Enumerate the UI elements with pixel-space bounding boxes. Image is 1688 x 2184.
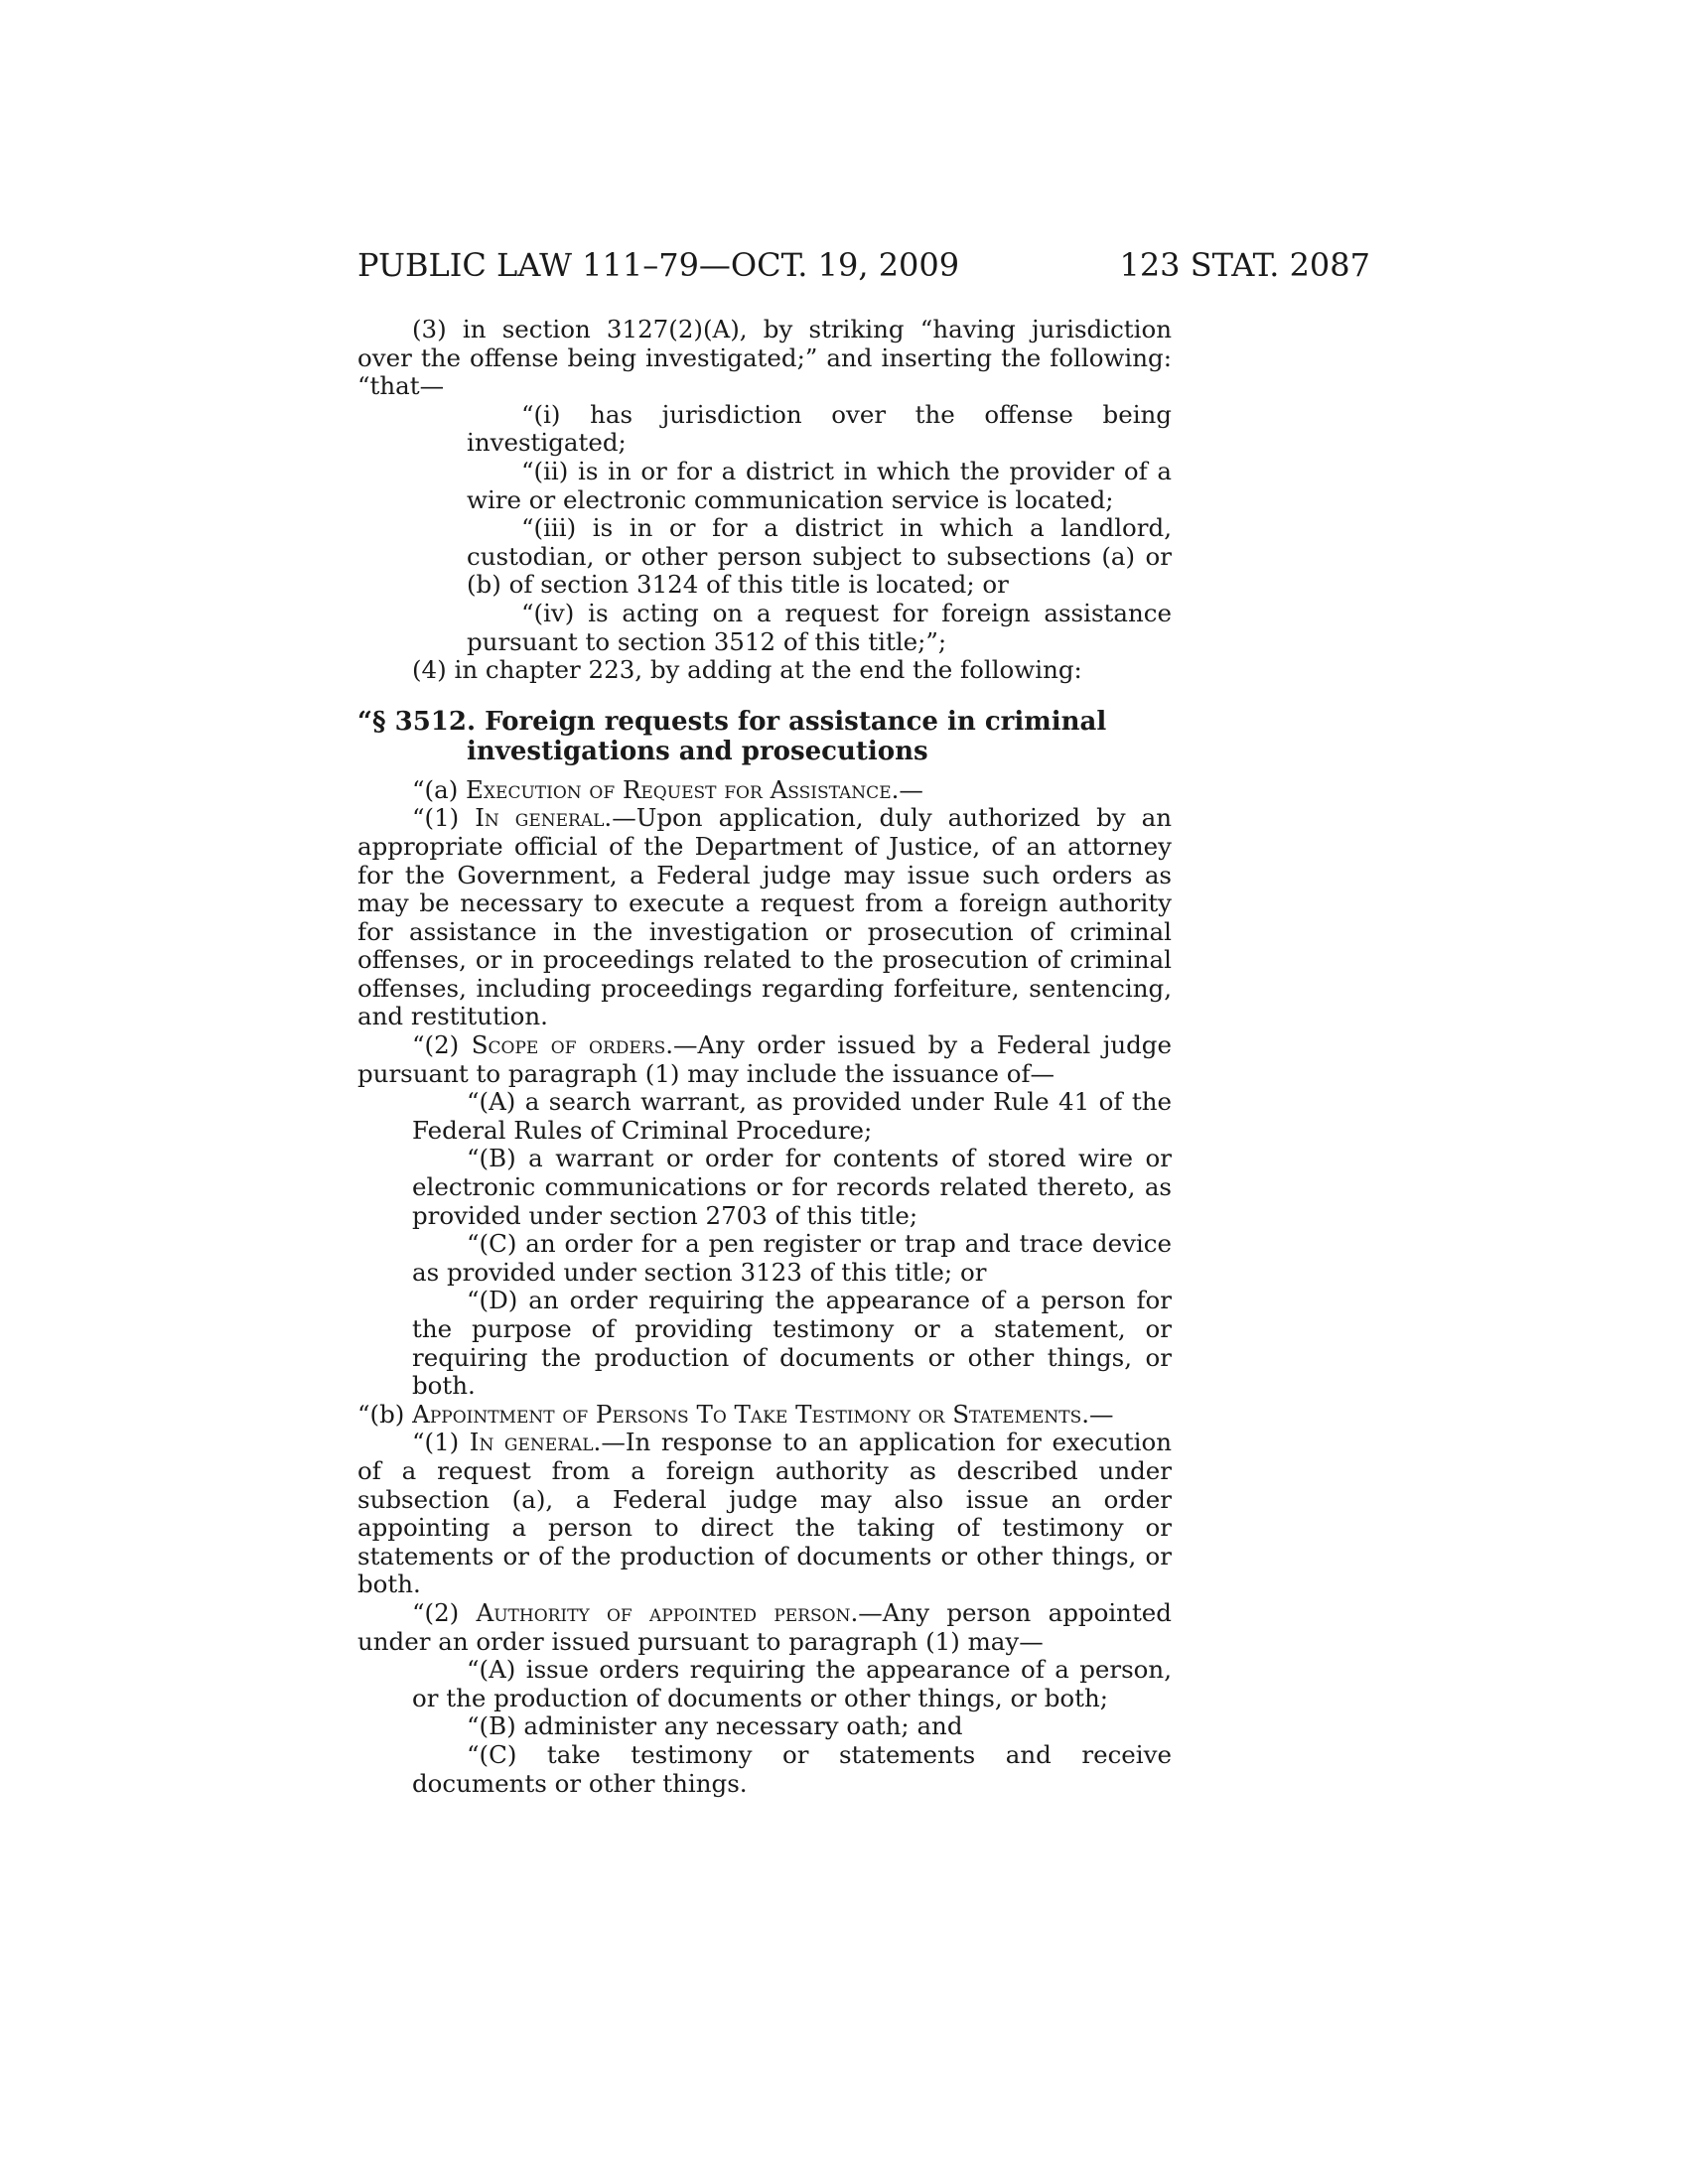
- subparagraph-a2-B: “(B) a warrant or order for contents of stored wire or electronic communications or for records related thereto, as provided under section 2703 of this title;: [412, 1144, 1172, 1230]
- clause-iii: “(iii) is in or for a district in which a landlord, custodian, or other person subject to subsections (a) or (b) of section 3124 of this title is located; or: [467, 513, 1172, 600]
- paragraph-b1: [357, 1429, 1172, 1599]
- paragraph-a1: [357, 804, 1172, 1031]
- header-public-law: PUBLIC LAW 111–79—OCT. 19, 2009: [357, 246, 960, 284]
- paragraph-a2-text: —Any order issued by a Federal judge pursuant to paragraph (1) may include the issuance of—: [357, 1030, 1172, 1088]
- paragraph-a2: [357, 1031, 1172, 1088]
- document-body: [357, 316, 1172, 1798]
- paragraph-b2: [357, 1599, 1172, 1656]
- paragraph-3: (3) in section 3127(2)(A), by striking “having jurisdiction over the offense being investigated;” and inserting the following: “that—: [357, 315, 1172, 401]
- paragraph-a1-text: —Upon application, duly authorized by an appropriate official of the Department of Justice, of an attorney for the Government, a Federal judge may issue such orders as may be necessary to execute a request from a foreign authority for assistance in the investigation or prosecution of criminal offenses, or in proceedings related to the prosecution of criminal offenses, including proceedings regarding forfeiture, sentencing, and restitution.: [357, 803, 1172, 1031]
- paragraph-a2-label: “(2): [412, 1030, 472, 1060]
- subsection-b-label: “(b): [357, 1399, 413, 1429]
- paragraph-b1-heading: In general.: [469, 1428, 602, 1457]
- paragraph-b1-text: —In response to an application for execution of a request from a foreign authority as described under subsection (a), a Federal judge may also issue an order appointing a person to direct the taking of testimony or statements or of the production of documents or other things, or both.: [357, 1428, 1172, 1599]
- clause-iv: “(iv) is acting on a request for foreign assistance pursuant to section 3512 of this title;”;: [467, 598, 1172, 656]
- subparagraph-a2-C: “(C) an order for a pen register or trap and trace device as provided under section 3123 of this title; or: [412, 1229, 1172, 1287]
- subparagraph-a2-A: “(A) a search warrant, as provided under Rule 41 of the Federal Rules of Criminal Procedure;: [412, 1087, 1172, 1145]
- subsection-a-label: “(a): [412, 774, 467, 804]
- subsection-a: [357, 776, 1172, 805]
- clause-i: “(i) has jurisdiction over the offense being investigated;: [467, 399, 1172, 458]
- page-header: [357, 246, 1370, 290]
- paragraph-b2-text: —Any person appointed under an order issued pursuant to paragraph (1) may—: [357, 1597, 1172, 1656]
- paragraph-b2-heading: Authority of appointed person.: [476, 1597, 859, 1627]
- header-stat-page: 123 STAT. 2087: [1119, 246, 1370, 284]
- paragraph-4: (4) in chapter 223, by adding at the end the following:: [412, 655, 1082, 685]
- section-heading: “§ 3512. Foreign requests for assistance in criminal investigations and prosecutions: [357, 706, 1107, 766]
- paragraph-a1-heading: In general.: [475, 803, 613, 833]
- subsection-a-heading: Execution of Request for Assistance.—: [466, 774, 923, 804]
- paragraph-a2-heading: Scope of orders.: [471, 1030, 674, 1060]
- paragraph-b1-label: “(1): [412, 1428, 470, 1457]
- subparagraph-b2-B: “(B) administer any necessary oath; and: [467, 1711, 963, 1741]
- subparagraph-b2-C: “(C) take testimony or statements and receive documents or other things.: [412, 1739, 1172, 1798]
- paragraph-a1-label: “(1): [412, 803, 476, 833]
- subparagraph-b2-A: “(A) issue orders requiring the appearance of a person, or the production of documents or other things, or both;: [412, 1655, 1172, 1712]
- paragraph-b2-label: “(2): [412, 1597, 477, 1627]
- subsection-b-heading: Appointment of Persons To Take Testimony or Statements.—: [412, 1399, 1114, 1429]
- clause-ii: “(ii) is in or for a district in which the provider of a wire or electronic communication service is located;: [467, 456, 1172, 514]
- subsection-b: [357, 1401, 1172, 1430]
- subparagraph-a2-D: “(D) an order requiring the appearance of a person for the purpose of providing testimony or a statement, or requiring the production of documents or other things, or both.: [412, 1286, 1172, 1401]
